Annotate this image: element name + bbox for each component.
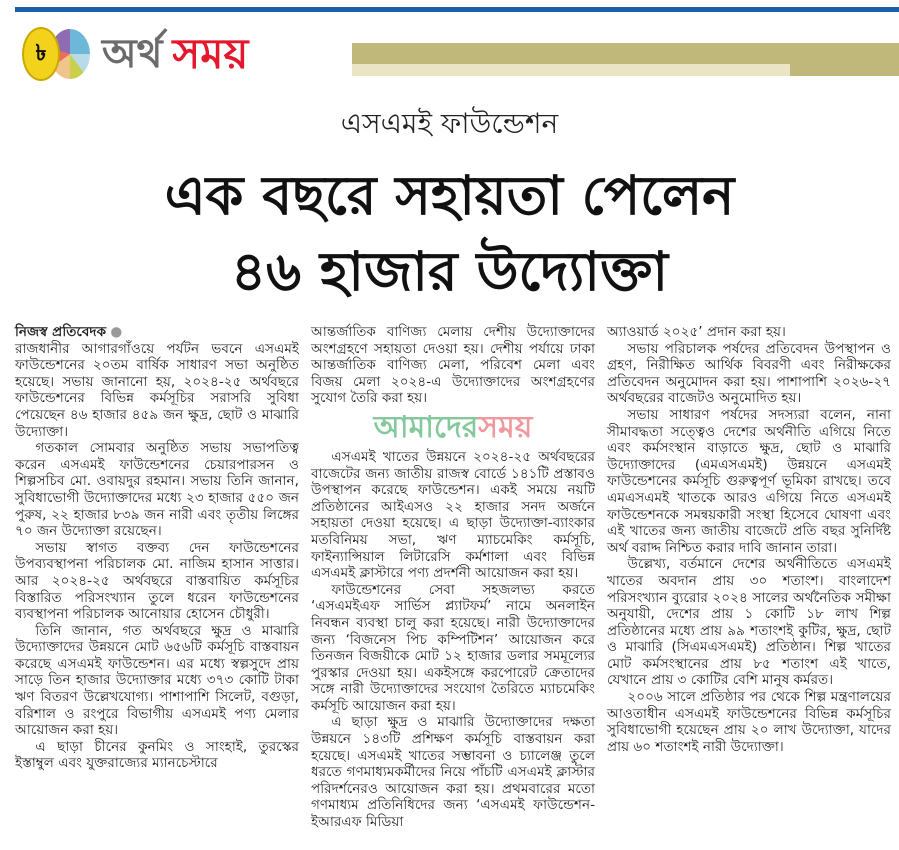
logo-word-artha: অর্থ bbox=[102, 31, 163, 77]
paragraph: সভায় সাধারণ পর্ষদের সদস্যরা বলেন, নানা সীমাবদ্ধতা সত্ত্বেও দেশের অর্থনীতি এগিয়ে নিতে এবং কর্মসংস্থান বাড়াতে ক্ষুদ্র, ছোট ও মাঝারি উদ্যোক্তাদের (এমএসএমই) উন্নয়নে এসএমই ফাউন্ডেশনের কর্মসূচি গুরুত্বপূর্ণ ভূমিকা রাখছে। তবে এমএসএমই খাতকে আরও এগিয়ে নিতে এসএমই ফাউন্ডেশনকে সমন্বয়কারী সংস্থা হিসেবে ঘোষণা এবং এই খাতের জন্য জাতীয় বাজেটে প্রতি বছর সুনির্দিষ্ট অর্থ বরাদ্দ নিশ্চিত করার দাবি জানান তারা। bbox=[607, 406, 891, 556]
section-banner-strip bbox=[352, 64, 790, 76]
paragraph: গতকাল সোমবার অনুষ্ঠিত সভায় সভাপতিত্ব করেন এসএমই ফাউন্ডেশনের চেয়ারপারসন ও শিল্পসচিব মো. ওবায়দুর রহমান। সভায় তিনি জানান, সুবিধাভোগী উদ্যোক্তাদের মধ্যে ২৩ হাজার ৫৫০ জন পুরুষ, ২২ হাজার ৮৩৯ জন নারী এবং তৃতীয় লিঙ্গের ৭০ জন উদ্যোক্তা রয়েছেন। bbox=[15, 440, 299, 540]
paragraph: সভায় পরিচালক পর্ষদের প্রতিবেদন উপস্থাপন ও গ্রহণ, নিরীক্ষিত আর্থিক বিবরণী এবং নিরীক্ষকের প্রতিবেদন অনুমোদন করা হয়। পাশাপাশি ২০২৬-২৭ অর্থবছরের বাজেটও অনুমোদিত হয়। bbox=[607, 340, 891, 407]
paragraph: এ ছাড়া ক্ষুদ্র ও মাঝারি উদ্যোক্তাদের দক্ষতা উন্নয়নে ১৪৩টি প্রশিক্ষণ কর্মসূচি বাস্তবায়ন করা হয়েছে। এসএমই খাতের সম্ভাবনা ও চ্যালেঞ্জ তুলে ধরতে গণমাধ্যমকর্মীদের নিয়ে পাঁচটি এসএমই ক্লাস্টার পরিদর্শনেরও আয়োজন করা হয়। প্রথমবারের মতো গণমাধ্যম প্রতিনিধিদের জন্য ‘এসএমই ফাউন্ডেশন-ইআরএফ মিডিয়া bbox=[311, 714, 595, 831]
article-body bbox=[15, 324, 891, 831]
paragraph: উল্লেখ্য, বর্তমানে দেশের অর্থনীতিতে এসএমই খাতের অবদান প্রায় ৩০ শতাংশ। বাংলাদেশ পরিসংখ্যান ব্যুরোর ২০২৪ সালের অর্থনৈতিক সমীক্ষা অনুযায়ী, দেশের প্রায় ১ কোটি ১৮ লাখ শিল্প প্রতিষ্ঠানের মধ্যে প্রায় ৯৯ শতাংশই কুটির, ক্ষুদ্র, ছোট ও মাঝারি (সিএমএসএমই) প্রতিষ্ঠান। শিল্প খাতের মোট কর্মসংস্থানের প্রায় ৮৫ শতাংশ এই খাতে, যেখানে প্রায় ৩ কোটির বেশি মানুষ কর্মরত। bbox=[607, 556, 891, 689]
logo-word-shomoy: সময় bbox=[172, 29, 249, 78]
section-logo bbox=[22, 24, 248, 84]
article-kicker: এসএমই ফাউন্ডেশন bbox=[340, 107, 559, 140]
watermark-part-1: আমাদের bbox=[373, 409, 479, 445]
byline: নিজস্ব প্রতিবেদক bbox=[15, 324, 107, 340]
watermark bbox=[311, 409, 595, 447]
paragraph: সভায় স্বাগত বক্তব্য দেন ফাউন্ডেশনের উপব্যবস্থাপনা পরিচালক মো. নাজিম হাসান সাত্তার। আর ২০২৪-২৫ অর্থবছরে বাস্তবায়িত কর্মসূচির বিস্তারিত পরিসংখ্যান তুলে ধরেন ফাউন্ডেশনের ব্যবস্থাপনা পরিচালক আনোয়ার হোসেন চৌধুরী। bbox=[15, 539, 299, 623]
paragraph: এসএমই খাতের উন্নয়নে ২০২৪-২৫ অর্থবছরের বাজেটের জন্য জাতীয় রাজস্ব বোর্ডে ১৪১টি প্রস্তাবও উপস্থাপন করেছে ফাউন্ডেশন। একই সময়ে নয়টি প্রতিষ্ঠানের আইএসও ২২ হাজার সনদ অর্জনে সহায়তা দেওয়া হয়েছে। এ ছাড়া উদ্যোক্তা-ব্যাংকার মতবিনিময় সভা, ঋণ ম্যাচমেকিং কর্মসূচি, ফাইন্যান্সিয়াল লিটারেসি কর্মশালা এবং বিভিন্ন এসএমই ক্লাস্টারে পণ্য প্রদর্শনী আয়োজন করা হয়। bbox=[311, 448, 595, 582]
article-headline bbox=[0, 158, 899, 310]
paragraph: আন্তর্জাতিক বাণিজ্য মেলায় দেশীয় উদ্যোক্তাদের অংশগ্রহণে সহায়তা দেওয়া হয়। দেশীয় পর্যায়ে ঢাকা আন্তর্জাতিক বাণিজ্য মেলা, পরিবেশ মেলা এবং বিজয় মেলা ২০২৪-এ উদ্যোক্তাদের অংশগ্রহণের সুযোগ তৈরি করা হয়। bbox=[311, 324, 595, 407]
column-3 bbox=[607, 324, 891, 755]
byline-dot-icon: ● bbox=[110, 324, 123, 340]
column-2 bbox=[311, 324, 595, 831]
headline-line-2: ৪৬ হাজার উদ্যোক্তা bbox=[230, 240, 669, 303]
paragraph: রাজধানীর আগারগাঁওয়ে পর্যটন ভবনে এসএমই ফাউন্ডেশনের ২০তম বার্ষিক সাধারণ সভা অনুষ্ঠিত হয়েছে। সভায় জানানো হয়, ২০২৪-২৫ অর্থবছরে ফাউন্ডেশনের বিভিন্ন কর্মসূচির সরাসরি সুবিধা পেয়েছেন ৪৬ হাজার ৪৫৯ জন ক্ষুদ্র, ছোট ও মাঝারি উদ্যোক্তা। bbox=[15, 340, 299, 440]
paragraph: তিনি জানান, গত অর্থবছরে ক্ষুদ্র ও মাঝারি উদ্যোক্তাদের উন্নয়নে মোট ৬৫৬টি কর্মসূচি বাস্তবায়ন করেছে এসএমই ফাউন্ডেশন। এর মধ্যে স্বল্পসুদে প্রায় সাড়ে তিন হাজার উদ্যোক্তার মধ্যে ৩৭৩ কোটি টাকা ঋণ বিতরণ উল্লেখযোগ্য। পাশাপাশি সিলেট, বগুড়া, বরিশাল ও রংপুরে বিভাগীয় এসএমই পণ্য মেলার আয়োজন করা হয়। bbox=[15, 622, 299, 739]
section-banner-bar bbox=[352, 43, 899, 76]
column-1 bbox=[15, 324, 299, 772]
paragraph: ২০০৬ সালে প্রতিষ্ঠার পর থেকে শিল্প মন্ত্রণালয়ের আওতাধীন এসএমই ফাউন্ডেশনের বিভিন্ন কর্মসূচির সুবিধাভোগী হয়েছেন প্রায় ২০ লাখ উদ্যোক্তা, যাদের প্রায় ৬০ শতাংশই নারী উদ্যোক্তা। bbox=[607, 689, 891, 755]
byline-line bbox=[15, 324, 299, 341]
headline-line-1: এক বছরে সহায়তা পেলেন bbox=[164, 164, 735, 227]
taka-coin-icon: ৳ bbox=[22, 27, 60, 81]
paragraph: অ্যাওয়ার্ড ২০২৫’ প্রদান করা হয়। bbox=[607, 324, 786, 340]
top-rule bbox=[15, 7, 899, 12]
paragraph: ফাউন্ডেশনের সেবা সহজলভ্য করতে ‘এসএমইএফ সার্ভিস প্ল্যাটফর্ম’ নামে অনলাইন নিবন্ধন ব্যবস্থা চালু করা হয়েছে। নারী উদ্যোক্তাদের জন্য ‘বিজনেস পিচ কম্পিটিশন’ আয়োজন করে তিনজন বিজয়ীকে মোট ১২ হাজার ডলার সমমূল্যের পুরস্কার দেওয়া হয়। একইসঙ্গে করপোরেট ক্রেতাদের সঙ্গে নারী উদ্যোক্তাদের সংযোগ তৈরিতে ম্যাচমেকিং কর্মসূচি আয়োজন করা হয়। bbox=[311, 581, 595, 714]
watermark-part-2: সময় bbox=[478, 409, 533, 445]
paragraph: এ ছাড়া চীনের কুনমিং ও সাংহাই, তুরস্কের ইস্তাম্বুল এবং যুক্তরাজ্যের ম্যানচেস্টারে bbox=[15, 738, 299, 772]
